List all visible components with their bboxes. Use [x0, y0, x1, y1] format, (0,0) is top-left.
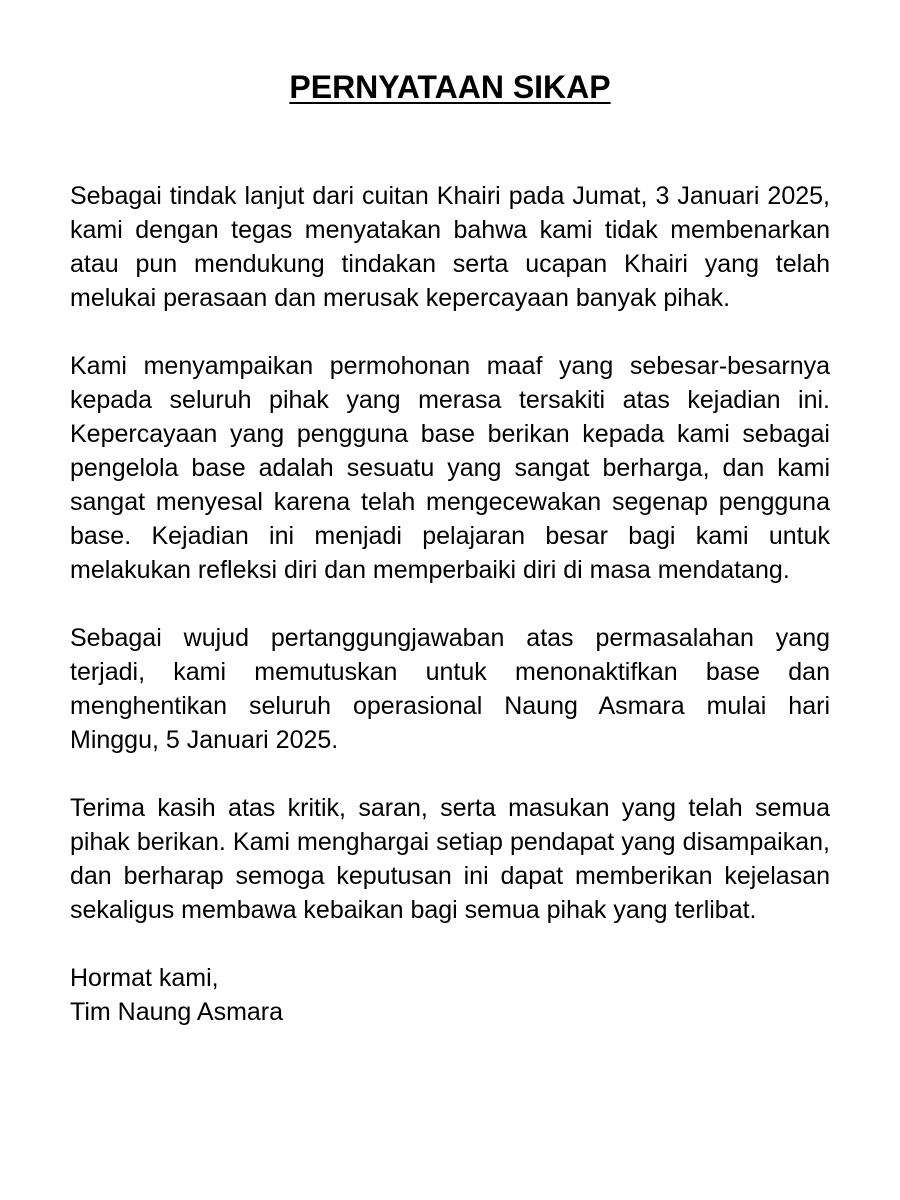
closing-signatory: Tim Naung Asmara [70, 998, 284, 1026]
paragraph-apology: Kami menyampaikan permohonan maaf yang sebesar-besarnya kepada seluruh pihak yang merasa tersakiti atas kejadian ini. Kepercayaan yang pengguna base berikan kepada kami sebagai pengelola base adalah sesuatu yang sangat berharga, dan kami sangat menyesal karena telah mengecewakan segenap pengguna base. Kejadian ini menjadi pelajaran besar bagi kami untuk melakukan refleksi diri dan memperbaiki diri di masa mendatang. [70, 352, 830, 584]
paragraph-deactivation: Sebagai wujud pertanggungjawaban atas permasalahan yang terjadi, kami memutuskan untuk menonaktifkan base dan menghentikan seluruh operasional Naung Asmara mulai hari Minggu, 5 Januari 2025. [70, 624, 830, 754]
paragraph-thanks: Terima kasih atas kritik, saran, serta masukan yang telah semua pihak berikan. Kami menghargai setiap pendapat yang disampaikan, dan berharap semoga keputusan ini dapat memberikan kejelasan sekaligus membawa kebaikan bagi semua pihak yang terlibat. [70, 794, 830, 924]
closing-salutation: Hormat kami, [70, 964, 219, 992]
closing-block [70, 961, 830, 1029]
document-title: PERNYATAAN SIKAP [289, 69, 611, 105]
paragraph-follow-up: Sebagai tindak lanjut dari cuitan Khairi pada Jumat, 3 Januari 2025, kami dengan tegas menyatakan bahwa kami tidak membenarkan atau pun mendukung tindakan serta ucapan Khairi yang telah melukai perasaan dan merusak kepercayaan banyak pihak. [70, 182, 830, 312]
